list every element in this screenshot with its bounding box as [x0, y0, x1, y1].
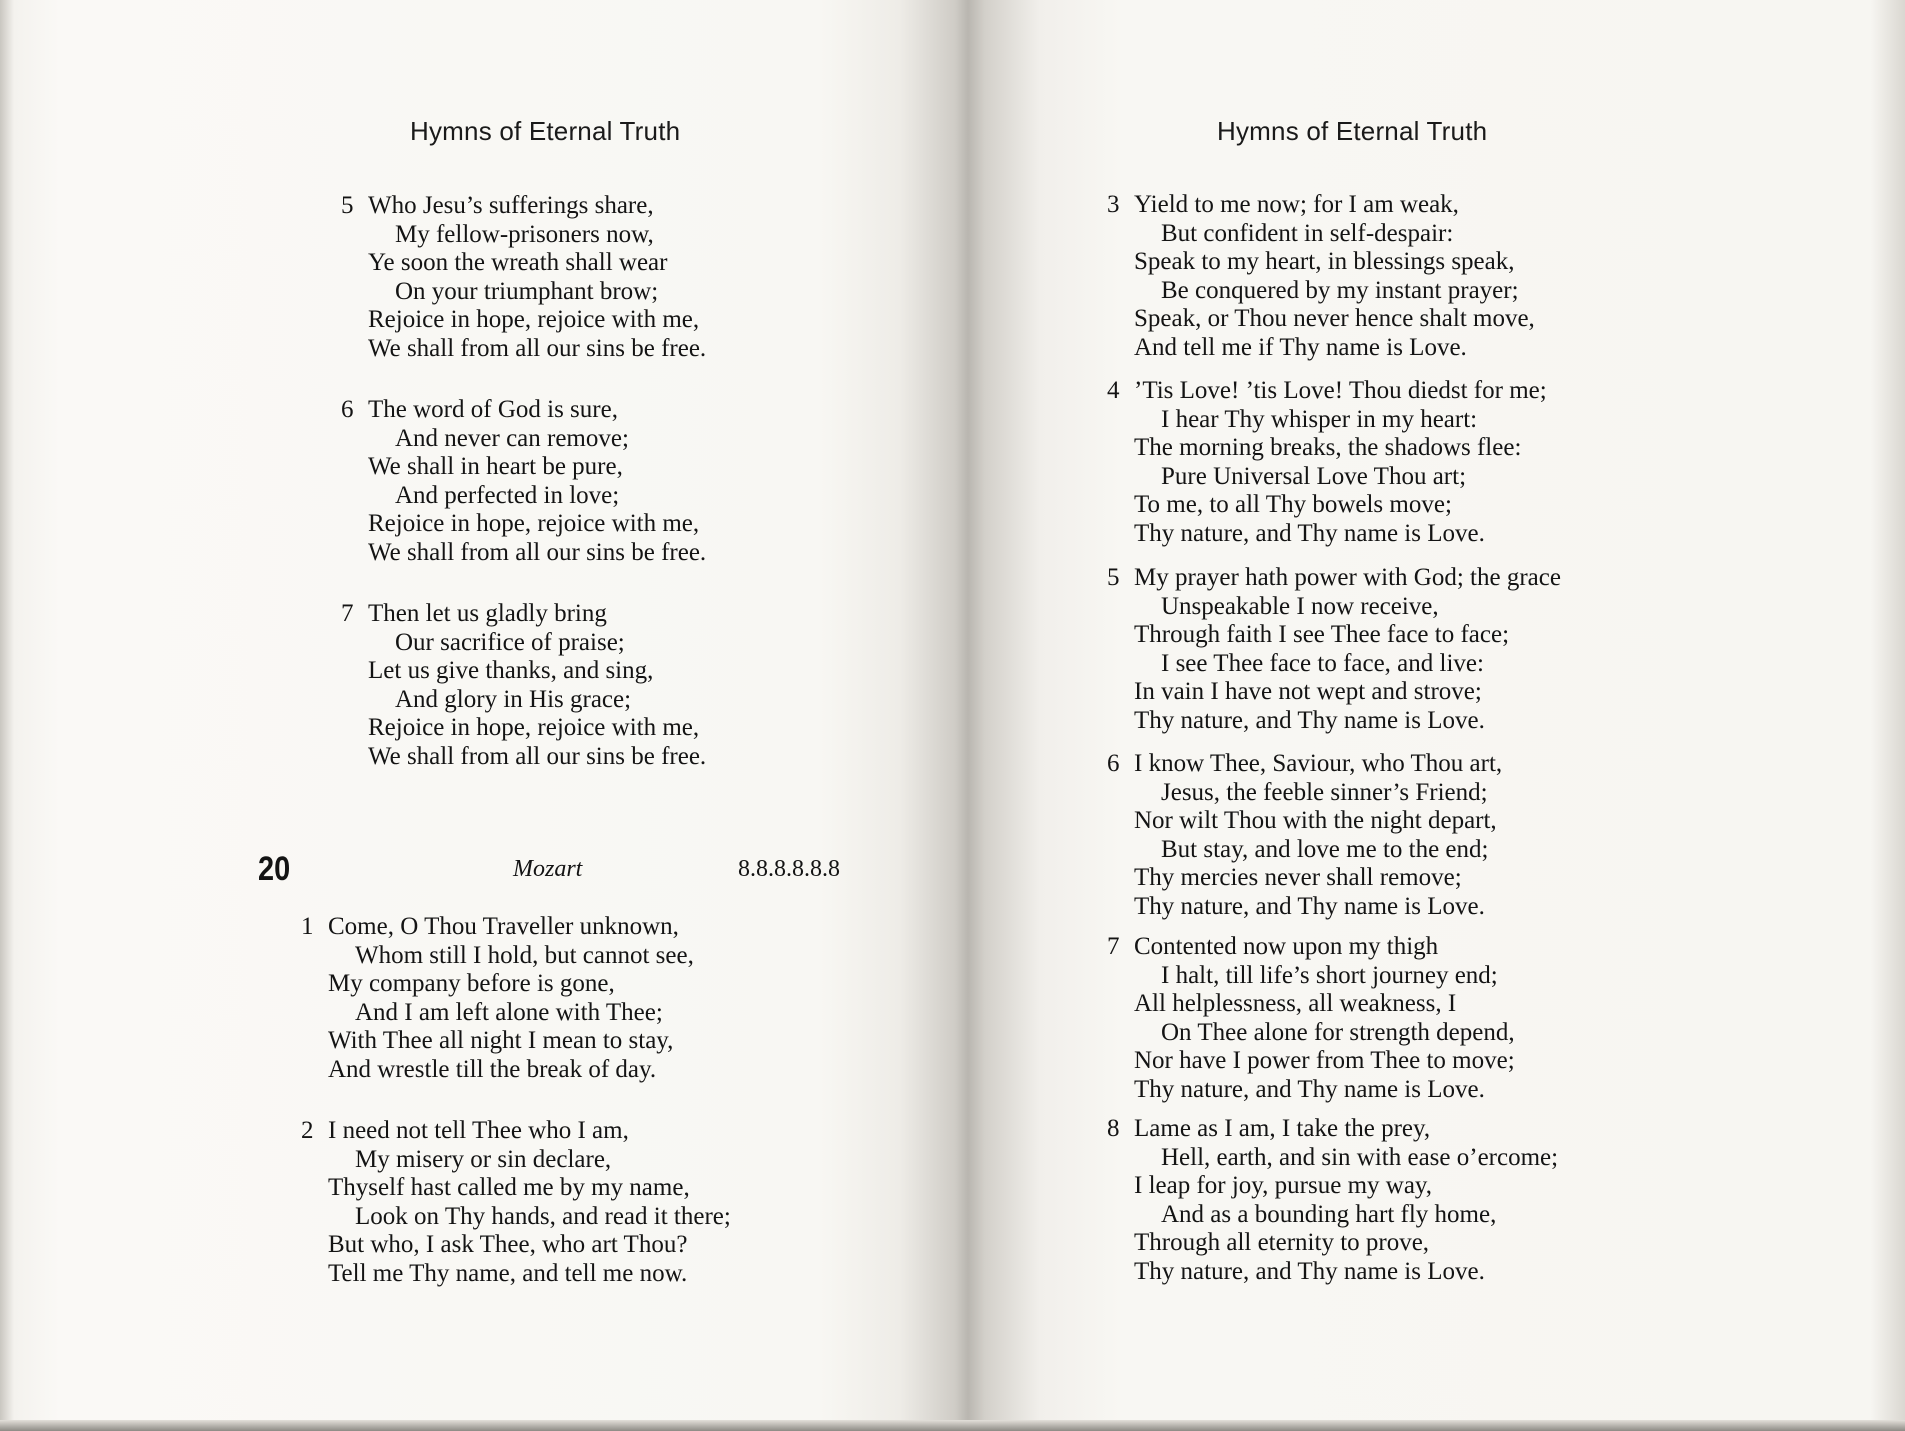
verse-line: I need not tell Thee who I am,: [328, 1117, 629, 1144]
verse-lines: [1134, 750, 1502, 921]
verse-line: And perfected in love;: [395, 481, 620, 509]
verse-line: My misery or sin declare,: [355, 1145, 612, 1173]
verse-line: Through faith I see Thee face to face;: [1134, 621, 1510, 648]
verse-line: Thy nature, and Thy name is Love.: [1134, 1075, 1485, 1103]
verse-line: Through all eternity to prove,: [1134, 1229, 1430, 1256]
verse-line: Speak, or Thou never hence shalt move,: [1134, 305, 1535, 332]
verse-line: Nor have I power from Thee to move;: [1134, 1047, 1515, 1074]
verse-number: 4: [1107, 377, 1120, 404]
verse-number: 6: [1107, 750, 1120, 777]
verse-lines: [368, 600, 706, 771]
running-head: Hymns of Eternal Truth: [410, 116, 681, 146]
right-page: [975, 0, 1905, 1420]
verse-line: We shall from all our sins be free.: [368, 538, 707, 566]
verse-lines: [328, 913, 694, 1084]
verse-line: To me, to all Thy bowels move;: [1134, 491, 1452, 518]
verse-line: Rejoice in hope, rejoice with me,: [368, 510, 700, 537]
tune-name: Mozart: [513, 856, 583, 882]
verse-line: But confident in self-despair:: [1161, 219, 1454, 247]
verse-line: Nor wilt Thou with the night depart,: [1134, 807, 1497, 834]
verse-line: We shall in heart be pure,: [368, 453, 623, 480]
verse-line: The morning breaks, the shadows flee:: [1134, 434, 1522, 461]
verse-line: Ye soon the wreath shall wear: [368, 249, 668, 276]
verse-line: Hell, earth, and sin with ease o’ercome;: [1161, 1143, 1559, 1171]
verse-line: But stay, and love me to the end;: [1161, 835, 1489, 863]
verse-line: I leap for joy, pursue my way,: [1134, 1172, 1433, 1199]
verse-lines: [368, 396, 706, 567]
verse-number: 5: [341, 192, 354, 219]
verse-number: 6: [341, 396, 354, 423]
verse-line: Unspeakable I now receive,: [1161, 592, 1439, 620]
verse-line: Jesus, the feeble sinner’s Friend;: [1161, 778, 1488, 806]
verse-line: Rejoice in hope, rejoice with me,: [368, 714, 700, 741]
verse-line: And glory in His grace;: [395, 685, 632, 713]
verse-line: Be conquered by my instant prayer;: [1161, 276, 1519, 304]
verse-line: And I am left alone with Thee;: [355, 998, 663, 1026]
verse-line: I halt, till life’s short journey end;: [1161, 961, 1498, 989]
verse-line: Thyself hast called me by my name,: [328, 1174, 690, 1201]
verse-line: With Thee all night I mean to stay,: [328, 1027, 674, 1054]
verse-line: Speak to my heart, in blessings speak,: [1134, 248, 1515, 275]
verse-line: I hear Thy whisper in my heart:: [1161, 405, 1478, 433]
verse-line: All helplessness, all weakness, I: [1134, 990, 1457, 1017]
hymn-header: [258, 850, 858, 890]
hymn-meter: 8.8.8.8.8.8: [738, 856, 840, 882]
verse-lines: [1134, 191, 1535, 362]
verse-lines: [328, 1117, 731, 1288]
verse-lines: [1134, 1115, 1558, 1286]
verse-line: Thy mercies never shall remove;: [1134, 864, 1462, 891]
verse-line: Lame as I am, I take the prey,: [1134, 1115, 1431, 1142]
book-bottom-edge: [0, 1420, 1905, 1431]
verse-line: On Thee alone for strength depend,: [1161, 1018, 1515, 1046]
verse-line: Who Jesu’s sufferings share,: [368, 192, 654, 219]
verse-line: Yield to me now; for I am weak,: [1134, 191, 1459, 218]
verse-line: And as a bounding hart fly home,: [1161, 1200, 1497, 1228]
verse-line: And wrestle till the break of day.: [328, 1055, 657, 1083]
verse-number: 8: [1107, 1115, 1120, 1142]
verse-line: I know Thee, Saviour, who Thou art,: [1134, 750, 1503, 777]
verse-number: 7: [341, 600, 354, 627]
running-head: Hymns of Eternal Truth: [1217, 116, 1488, 146]
verse-line: Pure Universal Love Thou art;: [1161, 462, 1467, 490]
verse-number: 7: [1107, 933, 1120, 960]
verse-line: ’Tis Love! ’tis Love! Thou diedst for me;: [1134, 377, 1547, 404]
verse-line: My fellow-prisoners now,: [395, 220, 654, 248]
verse-number: 1: [301, 913, 314, 940]
verse-lines: [1134, 377, 1547, 548]
verse-line: Contented now upon my thigh: [1134, 933, 1439, 960]
verse-line: Come, O Thou Traveller unknown,: [328, 913, 679, 940]
verse-number: 2: [301, 1117, 314, 1144]
verse-line: We shall from all our sins be free.: [368, 334, 707, 362]
verse-line: Let us give thanks, and sing,: [368, 657, 654, 684]
verse-line: And never can remove;: [395, 424, 629, 452]
verse-line: We shall from all our sins be free.: [368, 742, 707, 770]
verse-line: Whom still I hold, but cannot see,: [355, 941, 694, 969]
verse-line: Then let us gladly bring: [368, 600, 607, 627]
hymn-number: 20: [258, 850, 291, 888]
verse-line: Thy nature, and Thy name is Love.: [1134, 519, 1485, 547]
verse-line: Thy nature, and Thy name is Love.: [1134, 1257, 1485, 1285]
verse-line: Thy nature, and Thy name is Love.: [1134, 892, 1485, 920]
verse-line: And tell me if Thy name is Love.: [1134, 333, 1467, 361]
verse-line: Rejoice in hope, rejoice with me,: [368, 306, 700, 333]
verse-line: But who, I ask Thee, who art Thou?: [328, 1231, 688, 1258]
verse-line: Tell me Thy name, and tell me now.: [328, 1259, 688, 1287]
verse-line: Thy nature, and Thy name is Love.: [1134, 706, 1485, 734]
verse-line: On your triumphant brow;: [395, 277, 659, 305]
verse-number: 5: [1107, 564, 1120, 591]
verse-lines: [1134, 564, 1561, 735]
verse-lines: [368, 192, 706, 363]
verse-line: I see Thee face to face, and live:: [1161, 649, 1484, 677]
verse-number: 3: [1107, 191, 1120, 218]
verse-line: Look on Thy hands, and read it there;: [355, 1202, 731, 1230]
verse-line: My prayer hath power with God; the grace: [1134, 564, 1561, 591]
verse-line: The word of God is sure,: [368, 396, 618, 423]
verse-lines: [1134, 933, 1515, 1104]
verse-line: Our sacrifice of praise;: [395, 628, 625, 656]
verse-line: In vain I have not wept and strove;: [1134, 678, 1482, 705]
verse-line: My company before is gone,: [328, 970, 615, 997]
